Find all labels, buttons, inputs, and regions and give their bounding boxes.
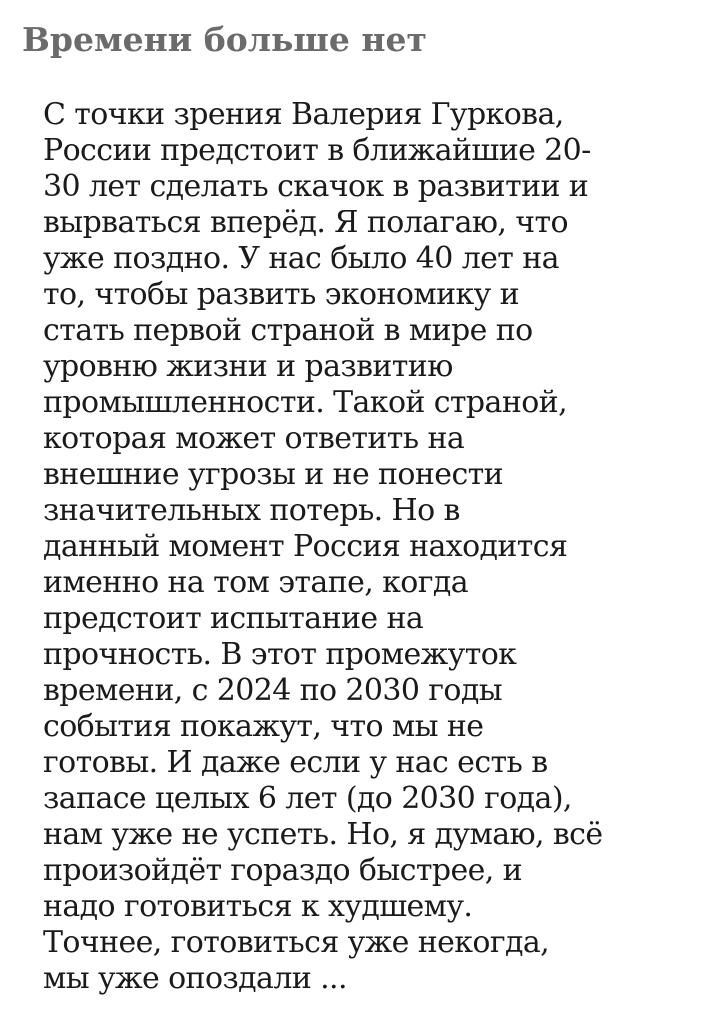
article-line: стать первой страной в мире по [43,313,533,348]
article-body [43,97,715,997]
article-line: внешние угрозы и не понести [43,457,504,492]
article-line: мы уже опоздали ... [43,961,347,996]
article-line: именно на том этапе, когда [43,565,469,600]
article-line: времени, с 2024 по 2030 годы [43,673,503,708]
article-line: 30 лет сделать скачок в развитии и [43,169,589,204]
article-line: Точнее, готовиться уже некогда, [43,925,550,960]
article-line: данный момент Россия находится [43,529,568,564]
article-line: России предстоит в ближайшие 20- [43,133,591,168]
article-line: запасе целых 6 лет (до 2030 года), [43,781,572,816]
article-line: готовы. И даже если у нас есть в [43,745,548,780]
article-line: уже поздно. У нас было 40 лет на [43,241,559,276]
article-line: надо готовиться к худшему. [43,889,473,924]
article-line: промышленности. Такой страной, [43,385,568,420]
article-line: предстоит испытание на [43,601,424,636]
article-line: С точки зрения Валерия Гуркова, [43,97,564,132]
article-line: произойдёт гораздо быстрее, и [43,853,523,888]
article-line: вырваться вперёд. Я полагаю, что [43,205,568,240]
article-line: то, чтобы развить экономику и [43,277,520,312]
article-title: Времени больше нет [22,20,427,59]
article-line: прочность. В этот промежуток [43,637,517,672]
article-line: которая может ответить на [43,421,465,456]
article-line: уровню жизни и развитию [43,349,453,384]
article-line: события покажут, что мы не [43,709,484,744]
article-line: значительных потерь. Но в [43,493,460,528]
article-line: нам уже не успеть. Но, я думаю, всё [43,817,603,852]
